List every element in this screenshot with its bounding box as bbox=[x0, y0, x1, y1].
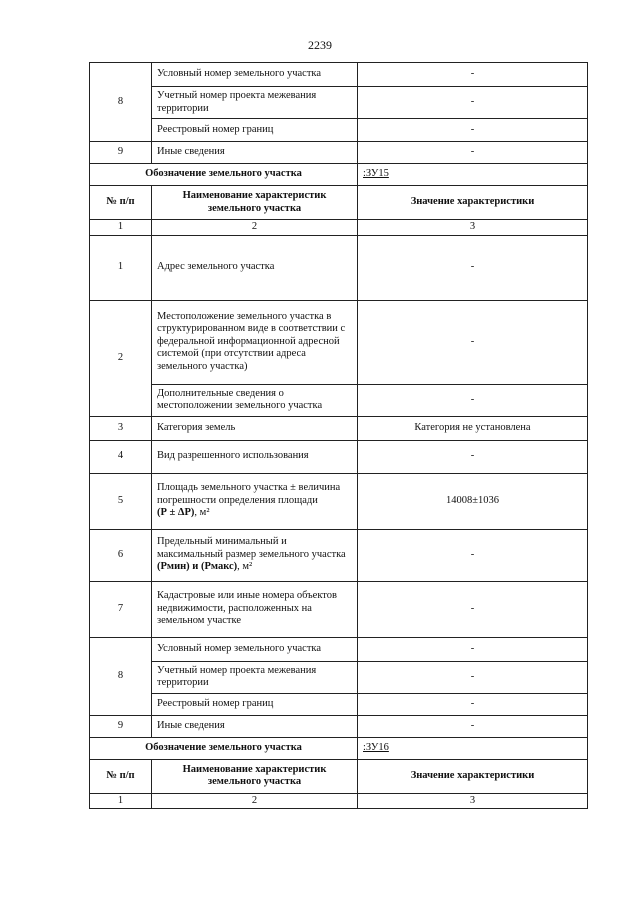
column-index: 3 bbox=[358, 220, 588, 236]
header-value: Значение характеристики bbox=[358, 759, 588, 793]
row-value: - bbox=[358, 63, 588, 87]
row-number: 2 bbox=[90, 300, 152, 416]
header-row bbox=[90, 186, 588, 220]
table-row bbox=[90, 416, 588, 440]
designation-code: :ЗУ15 bbox=[358, 164, 588, 186]
designation-label: Обозначение земельного участка bbox=[90, 737, 358, 759]
table-row bbox=[90, 235, 588, 300]
row-value: - bbox=[358, 87, 588, 119]
row-label: Условный номер земельного участка bbox=[152, 63, 358, 87]
column-index: 1 bbox=[90, 220, 152, 236]
area-formula: (Р ± ΔР) bbox=[157, 507, 195, 519]
area-unit: , м² bbox=[194, 507, 210, 519]
row-number: 8 bbox=[90, 637, 152, 715]
row-value: - bbox=[358, 581, 588, 637]
row-value: - bbox=[358, 693, 588, 715]
row-label: Адрес земельного участка bbox=[152, 235, 358, 300]
column-index: 1 bbox=[90, 793, 152, 809]
land-plot-table bbox=[89, 62, 588, 809]
designation-row bbox=[90, 737, 588, 759]
table-row bbox=[90, 473, 588, 529]
row-number: 9 bbox=[90, 142, 152, 164]
row-label: Кадастровые или иные номера объектов недвижимости, расположенных на земельном участке bbox=[152, 581, 358, 637]
table-row bbox=[90, 637, 588, 661]
row-value: - bbox=[358, 637, 588, 661]
row-number: 7 bbox=[90, 581, 152, 637]
header-row bbox=[90, 759, 588, 793]
row-value: - bbox=[358, 440, 588, 473]
row-label: Учетный номер проекта межевания территории bbox=[152, 661, 358, 693]
row-label: Категория земель bbox=[152, 416, 358, 440]
row-label: Реестровый номер границ bbox=[152, 693, 358, 715]
row-value: Категория не установлена bbox=[358, 416, 588, 440]
designation-code: :ЗУ16 bbox=[358, 737, 588, 759]
row-value: - bbox=[358, 300, 588, 384]
column-index-row bbox=[90, 793, 588, 809]
column-index: 3 bbox=[358, 793, 588, 809]
row-label: Условный номер земельного участка bbox=[152, 637, 358, 661]
size-label-text: Предельный минимальный и максимальный размер земельного участка bbox=[157, 536, 346, 560]
row-label: Иные сведения bbox=[152, 715, 358, 737]
table-row bbox=[90, 529, 588, 581]
table-row bbox=[90, 661, 588, 693]
row-value: - bbox=[358, 119, 588, 142]
column-index: 2 bbox=[152, 220, 358, 236]
table-row bbox=[90, 119, 588, 142]
table-row bbox=[90, 300, 588, 384]
row-value: - bbox=[358, 384, 588, 416]
header-name: Наименование характеристик земельного участка bbox=[152, 186, 358, 220]
size-unit: , м² bbox=[237, 561, 253, 573]
row-label: Реестровый номер границ bbox=[152, 119, 358, 142]
row-value: - bbox=[358, 529, 588, 581]
row-label bbox=[152, 473, 358, 529]
table-row bbox=[90, 142, 588, 164]
size-formula: (Рмин) и (Рмакс) bbox=[157, 561, 238, 573]
row-number: 1 bbox=[90, 235, 152, 300]
column-index-row bbox=[90, 220, 588, 236]
row-number: 8 bbox=[90, 63, 152, 142]
row-label bbox=[152, 529, 358, 581]
row-value: - bbox=[358, 235, 588, 300]
header-value: Значение характеристики bbox=[358, 186, 588, 220]
page-number: 2239 bbox=[308, 38, 332, 52]
designation-label: Обозначение земельного участка bbox=[90, 164, 358, 186]
header-name: Наименование характеристик земельного участка bbox=[152, 759, 358, 793]
table-row bbox=[90, 581, 588, 637]
row-value: - bbox=[358, 142, 588, 164]
row-label: Вид разрешенного использования bbox=[152, 440, 358, 473]
row-label: Иные сведения bbox=[152, 142, 358, 164]
table-row bbox=[90, 63, 588, 87]
table-row bbox=[90, 87, 588, 119]
row-label: Местоположение земельного участка в структурированном виде в соответствии с федеральной информационной адресной системой (при отсутствии адреса земельного участка) bbox=[152, 300, 358, 384]
table-row bbox=[90, 715, 588, 737]
area-label-text: Площадь земельного участка ± величина погрешности определения площади bbox=[157, 482, 341, 506]
designation-row bbox=[90, 164, 588, 186]
row-label: Учетный номер проекта межевания территории bbox=[152, 87, 358, 119]
row-number: 4 bbox=[90, 440, 152, 473]
header-num: № п/п bbox=[90, 759, 152, 793]
table-row bbox=[90, 693, 588, 715]
row-number: 5 bbox=[90, 473, 152, 529]
table-row bbox=[90, 384, 588, 416]
row-number: 6 bbox=[90, 529, 152, 581]
row-value: - bbox=[358, 715, 588, 737]
header-num: № п/п bbox=[90, 186, 152, 220]
row-number: 9 bbox=[90, 715, 152, 737]
table-row bbox=[90, 440, 588, 473]
row-value: - bbox=[358, 661, 588, 693]
row-label: Дополнительные сведения о местоположении земельного участка bbox=[152, 384, 358, 416]
row-number: 3 bbox=[90, 416, 152, 440]
row-value: 14008±1036 bbox=[358, 473, 588, 529]
column-index: 2 bbox=[152, 793, 358, 809]
